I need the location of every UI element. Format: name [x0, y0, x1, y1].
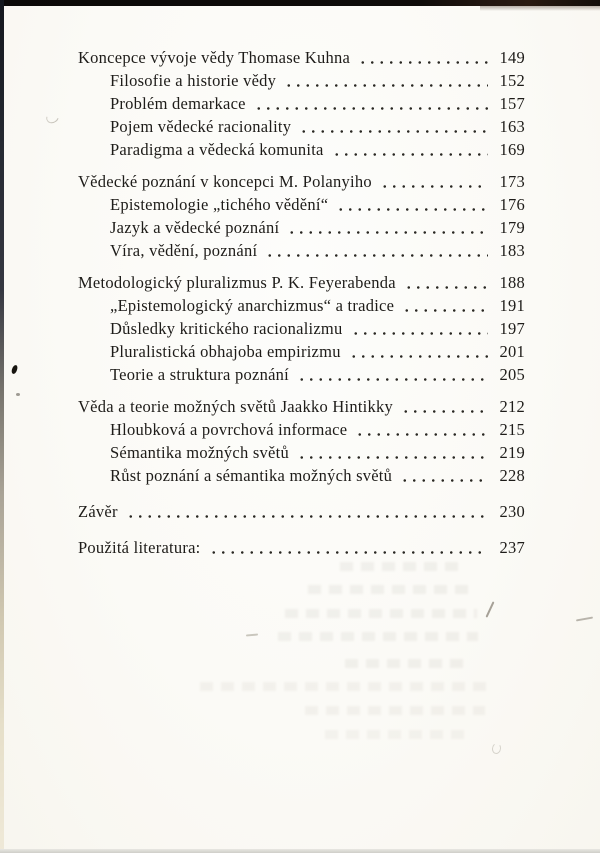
dot-leader [297, 363, 488, 386]
toc-entry-page: 205 [499, 365, 525, 384]
toc-entry-page: 237 [499, 538, 525, 557]
toc-entry-page: 230 [499, 502, 525, 521]
toc-entry [78, 193, 525, 216]
toc-entry-label: Vědecké poznání v koncepci M. Polanyiho [78, 172, 372, 191]
toc-section [78, 500, 525, 523]
toc-entry [78, 115, 525, 138]
page-showthrough [305, 706, 485, 715]
ink-speck [16, 393, 20, 396]
dot-leader [402, 294, 488, 317]
toc-section [78, 170, 525, 262]
page-showthrough [200, 682, 486, 691]
toc-entry-page: 163 [499, 117, 525, 136]
toc-entry-page: 212 [499, 397, 525, 416]
toc-entry-page: 201 [499, 342, 525, 361]
toc-entry-label: Pojem vědecké racionality [110, 117, 292, 136]
dot-leader [126, 500, 488, 523]
toc-entry-label: Důsledky kritického racionalizmu [110, 319, 343, 338]
pencil-mark [486, 601, 495, 617]
toc-entry [78, 418, 525, 441]
toc-entry-page: 179 [499, 218, 525, 237]
toc-entry [78, 138, 525, 161]
toc-entry-label: Růst poznání a sémantika možných světů [110, 466, 393, 485]
toc-entry [78, 216, 525, 239]
toc-entry-page: 191 [499, 296, 525, 315]
toc-entry [78, 271, 525, 294]
toc-entry-page: 188 [499, 273, 525, 292]
dot-leader [349, 340, 488, 363]
toc-entry [78, 441, 525, 464]
dot-leader [380, 170, 488, 193]
toc-entry-label: Jazyk a vědecké poznání [110, 218, 280, 237]
toc-entry-label: Teorie a struktura poznání [110, 365, 289, 384]
toc-entry [78, 92, 525, 115]
dot-leader [287, 216, 488, 239]
page-showthrough [285, 609, 477, 618]
toc-entry-page: 215 [499, 420, 525, 439]
toc-entry [78, 239, 525, 262]
dot-leader [284, 69, 488, 92]
page-showthrough [325, 730, 467, 739]
dot-leader [336, 193, 488, 216]
toc-entry [78, 464, 525, 487]
dot-leader [355, 418, 488, 441]
toc-entry-page: 152 [499, 71, 525, 90]
toc-entry-label: Koncepce vývoje vědy Thomase Kuhna [78, 48, 351, 67]
toc-entry-label: Hloubková a povrchová informace [110, 420, 348, 439]
dot-leader [404, 271, 488, 294]
dot-leader [332, 138, 488, 161]
dot-leader [297, 441, 488, 464]
toc-entry [78, 363, 525, 386]
dot-leader [209, 536, 489, 559]
page-showthrough [308, 585, 470, 594]
toc-section [78, 536, 525, 559]
dot-leader [358, 46, 488, 69]
toc-entry-page: 228 [499, 466, 525, 485]
toc-entry-label: Věda a teorie možných světů Jaakko Hintikky [78, 397, 393, 416]
page-showthrough [345, 659, 467, 668]
toc-entry-page: 169 [499, 140, 525, 159]
dot-leader [401, 395, 488, 418]
toc-entry-page: 149 [499, 48, 525, 67]
toc-entry [78, 536, 525, 559]
toc-entry-label: Pluralistická obhajoba empirizmu [110, 342, 341, 361]
toc-entry [78, 395, 525, 418]
scan-edge-top-shadow [480, 6, 600, 11]
toc-entry-page: 197 [499, 319, 525, 338]
toc-entry-label: Použitá literatura: [78, 538, 201, 557]
toc-entry-label: Problém demarkace [110, 94, 246, 113]
toc-entry-page: 176 [499, 195, 525, 214]
toc-section [78, 271, 525, 386]
page-showthrough [340, 562, 465, 571]
toc-entry [78, 317, 525, 340]
toc-entry-page: 173 [499, 172, 525, 191]
toc-entry [78, 69, 525, 92]
toc-entry [78, 500, 525, 523]
page-showthrough [278, 632, 478, 641]
toc-entry-label: Paradigma a vědecká komunita [110, 140, 324, 159]
toc-entry-label: Epistemologie „tichého vědění“ [110, 195, 329, 214]
scan-edge-left [0, 0, 4, 853]
toc-entry [78, 170, 525, 193]
toc-entry-label: „Epistemologický anarchizmus“ a tradice [110, 296, 395, 315]
dot-leader [254, 92, 488, 115]
toc-entry-page: 219 [499, 443, 525, 462]
dot-leader [265, 239, 488, 262]
dot-leader [299, 115, 488, 138]
toc-entry-label: Metodologický pluralizmus P. K. Feyerabenda [78, 273, 396, 292]
toc-entry-page: 157 [499, 94, 525, 113]
pencil-mark [246, 633, 258, 636]
toc-entry-page: 183 [499, 241, 525, 260]
pencil-mark [576, 617, 593, 622]
toc-entry-label: Sémantika možných světů [110, 443, 289, 462]
toc-entry [78, 46, 525, 69]
toc-section [78, 46, 525, 161]
dot-leader [400, 464, 488, 487]
toc-section [78, 395, 525, 487]
pencil-mark [491, 742, 502, 754]
toc-entry-label: Filosofie a historie vědy [110, 71, 277, 90]
dot-leader [351, 317, 488, 340]
scan-edge-bottom [0, 849, 600, 853]
toc-entry-label: Víra, vědění, poznání [110, 241, 258, 260]
toc-entry [78, 294, 525, 317]
toc-entry [78, 340, 525, 363]
toc-entry-label: Závěr [78, 502, 118, 521]
scan-edge-top [0, 0, 600, 6]
